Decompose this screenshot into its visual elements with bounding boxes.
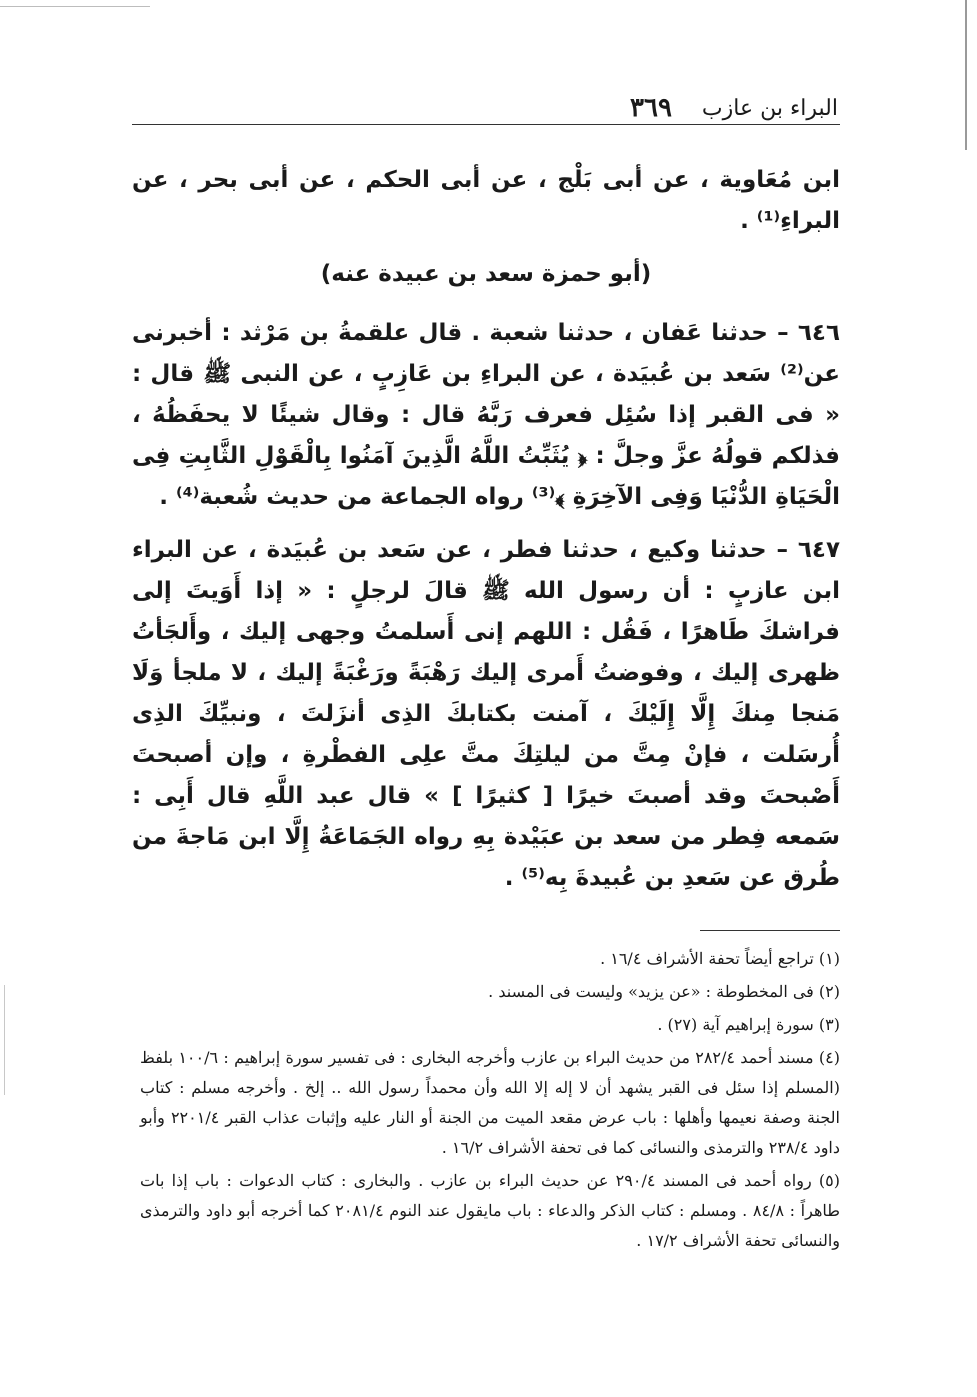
- header-rule: [132, 124, 840, 125]
- hadith-647: ٦٤٧ – حدثنا وكيع ، حدثنا فطر ، عن سَعد بن عُبيَدة ، عن البراء ابن عازبٍ : أن رسول الله ﷺ قالَ لرجلٍ : « إذا أَوَيتَ إلى فراشكَ طَاهرًا ، فَقُل : اللهم إنى أَسلمتُ وجهى إليك ، وأَلجَأتُ ظهرى إليك ، وفوضتُ أَمرى إليك رَهْبَةً ورَغْبَةً إليك ، لا ملجأ وَلَا مَنجا مِنكَ إِلَّا إِلَيْكَ ، آمنت بكتابكَ الذِى أنزَلتَ ، ونبيِّكَ الذِى أُرسَلت ، فإنْ مِتَّ من ليلتِكَ متَّ علِى الفطْرةِ ، وإن أصبحتَ أَصْبحتَ وقد أصبتَ خيرًا [ كثيرًا ] » قال عبد اللَّهِ قال أَبِى : سَمعه فِطر من سعد بن عبَيْدة بِهِ رواه الجَمَاعَةُ إِلَّا ابن مَاجةَ من طُرق عن سَعدِ بن عُبيدةَ بِه⁽⁵⁾ .: [132, 537, 840, 891]
- page-number: ٣٦٩: [630, 93, 672, 123]
- section-heading: (أبو حمزة سعد بن عبيدة عنه): [320, 261, 652, 287]
- main-text: [132, 160, 840, 911]
- hadith-646: ٦٤٦ – حدثنا عَفان ، حدثنا شعبة . قال علقمةُ بن مَرْثد : أخبرنى عن⁽²⁾ سَعد بن عُبيَدة ، عن البراءِ بن عَازِبٍ ، عن النبى ﷺ قال : « فى القبر إذا سُئِل فعرف رَبَّهُ قال : وقال شيئًا لا يحفَظُهُ ، فذلكم قولُهُ عزَّ وجلَّ : ﴿ يُثَبِّتُ اللَّهُ الَّذِينَ آمَنُوا بِالْقَوْلِ الثَّابِتِ فِى الْحَيَاةِ الدُّنْيَا وَفِى الآخِرَةِ ﴾⁽³⁾ رواه الجماعة من حديث شُعبة⁽⁴⁾ .: [132, 320, 840, 510]
- footnotes: [140, 944, 840, 1259]
- scan-artifact-left-edge: [4, 985, 5, 1095]
- footnote-rule: [700, 930, 840, 931]
- footnote-1: (١) تراجع أيضاً تحفة الأشراف ١٦/٤ .: [600, 949, 840, 968]
- chain-line: ابن مُعَاوية ، عن أبى بَلْج ، عن أبى الحكم ، عن أبى بحر ، عن البراءِ⁽¹⁾ .: [132, 167, 840, 234]
- running-head-title: البراء بن عازب: [701, 95, 838, 121]
- scan-artifact-top-line: [0, 6, 150, 7]
- scan-artifact-right-edge: [965, 0, 967, 150]
- footnote-4: (٤) مسند أحمد ٢٨٢/٤ من حديث البراء بن عازب وأخرجه البخارى : فى تفسير سورة إبراهيم : ١٠٠/٦ بلفظ (المسلم إذا سئل فى القبر يشهد أن لا إله إلا الله وأن محمداً رسول الله .. إلخ . وأخرجه مسلم : كتاب الجنة وصفة نعيمها وأهلها : باب عرض مقعد الميت من الجنة أو النار عليه وإثبات عذاب القبر ٢٢٠١/٤ وأبو داود ٢٣٨/٤ والترمذى والنسائى كما فى تحفة الأشراف ١٦/٢ .: [140, 1048, 840, 1157]
- running-head: [148, 88, 838, 128]
- footnote-3: (٣) سورة إبراهيم آية (٢٧) .: [657, 1015, 840, 1034]
- footnote-2: (٢) فى المخطوطة : «عن يزيد» وليست فى المسند .: [488, 982, 840, 1001]
- footnote-5: (٥) رواه أحمد فى المسند ٢٩٠/٤ عن حديث البراء بن عازب . والبخارى : كتاب الدعوات : باب إذا بات طاهراً : ٨٤/٨ . ومسلم : كتاب الذكر والدعاء : باب مايقول عند النوم ٢٠٨١/٤ كما أخرجه أبو داود والترمذى والنسائى تحفة الأشراف ١٧/٢ .: [140, 1171, 840, 1250]
